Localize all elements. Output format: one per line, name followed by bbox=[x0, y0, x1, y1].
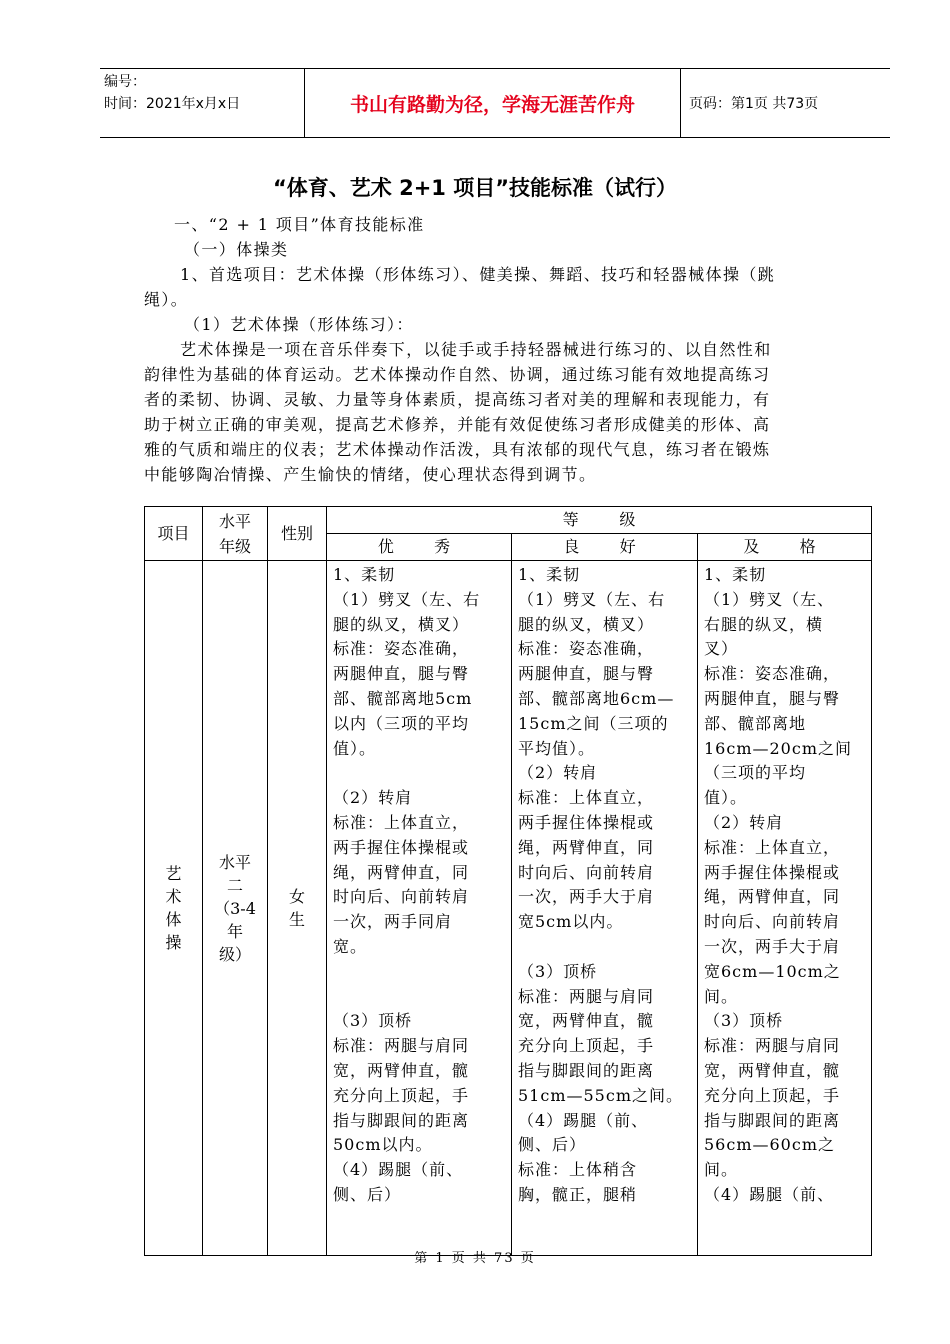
paragraph-line: 中能够陶冶情操、产生愉快的情绪，使心理状态得到调节。 bbox=[144, 465, 597, 484]
section-heading: 一、“2 + 1 项目”体育技能标准 bbox=[174, 215, 425, 234]
document-title: “体育、艺术 2+1 项目”技能标准（试行） bbox=[272, 176, 678, 200]
cell-pass bbox=[698, 561, 872, 1256]
excellent-standard-text: 1、柔韧 （1）劈叉（左、右 腿的纵叉，横叉） 标准：姿态准确， 两腿伸直，腿与臀 部、髋部离地5cm 以内（三项的平均 值）。 （2）转肩 标准：上体直立， 两手握住体操棍或 绳，两臂伸直，同 时向后、向前转肩 一次，两手同肩 宽。 （3）顶桥 标准：两腿与肩同 宽，两臂伸直，髋 充分向上顶起，手 指与脚跟间的距离 50cm以内。 （4）踢腿（前、 侧、后） bbox=[333, 565, 481, 1204]
pass-standard-text: 1、柔韧 （1）劈叉（左、 右腿的纵叉，横 叉） 标准：姿态准确， 两腿伸直，腿与臀 部、髋部离地 16cm—20cm之间 （三项的平均 值）。 （2）转肩 标准：上体直立， 两手握住体操棍或 绳，两臂伸直，同 时向后、向前转肩 一次，两手大于肩 宽6cm—10cm之 间。 （3）顶桥 标准：两腿与肩同 宽，两臂伸直，髋 充分向上顶起，手 指与脚跟间的距离 56cm—60cm之 间。 （4）踢腿（前、 bbox=[704, 565, 852, 1204]
header-item: 项目 bbox=[145, 507, 203, 561]
header-good: 良 好 bbox=[512, 534, 698, 561]
paragraph-line: 1、首选项目：艺术体操（形体练习）、健美操、舞蹈、技巧和轻器械体操（跳 bbox=[180, 265, 776, 284]
paragraph-line: 助于树立正确的审美观，提高艺术修养，并能有效促使练习者形成健美的形体、高 bbox=[144, 415, 771, 434]
cell-item: 艺 术 体 操 bbox=[145, 561, 203, 1256]
paragraph-line: 绳）。 bbox=[144, 290, 189, 309]
cell-gender: 女 生 bbox=[268, 561, 327, 1256]
paragraph-line: 者的柔韧、协调、灵敏、力量等身体素质，提高练习者对美的理解和表现能力，有 bbox=[144, 390, 771, 409]
header-level: 水平 年级 bbox=[203, 507, 268, 561]
standards-table bbox=[144, 506, 872, 1256]
serial-label: 编号： bbox=[104, 74, 146, 90]
page-header bbox=[100, 68, 890, 138]
header-motto: 书山有路勤为径，学海无涯苦作舟 bbox=[305, 69, 681, 137]
header-pass: 及 格 bbox=[698, 534, 872, 561]
cell-excellent bbox=[327, 561, 512, 1256]
date-label: 时间：2021年x月x日 bbox=[104, 96, 241, 112]
header-meta bbox=[100, 69, 305, 137]
cell-level: 水平 二 （3-4 年 级） bbox=[203, 561, 268, 1256]
table-header-row bbox=[145, 507, 872, 534]
paragraph-line: 艺术体操是一项在音乐伴奏下，以徒手或手持轻器械进行练习的、以自然性和 bbox=[180, 340, 772, 359]
header-excellent: 优 秀 bbox=[327, 534, 512, 561]
header-page-info: 页码：第1页 共73页 bbox=[689, 96, 819, 112]
paragraph-line: 雅的气质和端庄的仪表；艺术体操动作活泼，具有浓郁的现代气息，练习者在锻炼 bbox=[144, 440, 771, 459]
cell-good bbox=[512, 561, 698, 1256]
subsection-heading: （一）体操类 bbox=[184, 240, 289, 259]
table-row bbox=[145, 561, 872, 1256]
paragraph-line: 韵律性为基础的体育运动。艺术体操动作自然、协调，通过练习能有效地提高练习 bbox=[144, 365, 771, 384]
item-heading: （1）艺术体操（形体练习）： bbox=[184, 315, 414, 334]
header-gender: 性别 bbox=[268, 507, 327, 561]
header-grade: 等 级 bbox=[327, 507, 872, 534]
page-footer: 第 1 页 共 73 页 bbox=[414, 1251, 536, 1266]
good-standard-text: 1、柔韧 （1）劈叉（左、右 腿的纵叉，横叉） 标准：姿态准确， 两腿伸直，腿与臀 部、髋部离地6cm— 15cm之间（三项的 平均值）。 （2）转肩 标准：上体直立， 两手握住体操棍或 绳，两臂伸直，同 时向后、向前转肩 一次，两手大于肩 宽5cm以内。 （3）顶桥 标准：两腿与肩同 宽，两臂伸直，髋 充分向上顶起，手 指与脚跟间的距离 51cm—55cm之间。 （4）踢腿（前、 侧、后） 标准：上体稍含 胸，髋正，腿稍 bbox=[518, 565, 683, 1204]
